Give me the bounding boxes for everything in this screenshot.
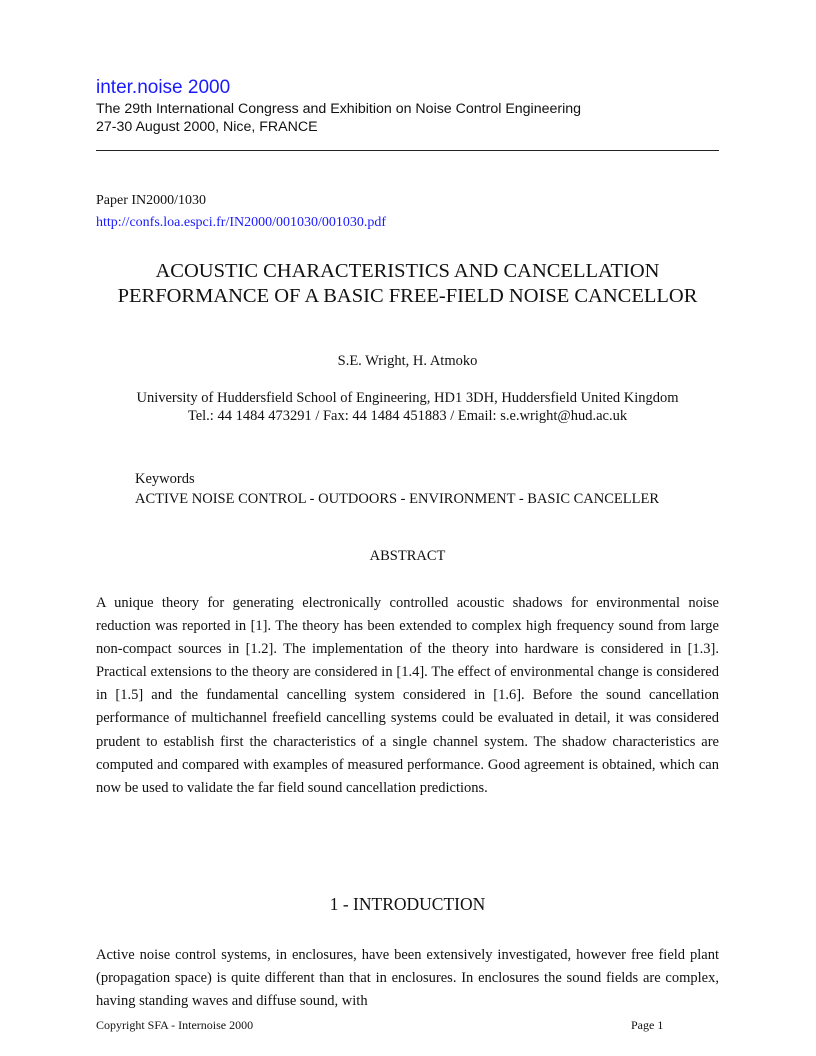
paper-title: ACOUSTIC CHARACTERISTICS AND CANCELLATION PERFORMANCE OF A BASIC FREE-FIELD NOISE CANCELLOR (117, 260, 698, 307)
footer-page-number: Page 1 (631, 1018, 664, 1032)
conference-date-location: 27-30 August 2000, Nice, FRANCE (96, 119, 318, 135)
introduction-heading: 1 - INTRODUCTION (329, 894, 486, 914)
paper-id: Paper IN2000/1030 (96, 193, 207, 208)
conference-subtitle: The 29th International Congress and Exhibition on Noise Control Engineering (96, 101, 582, 117)
footer-copyright: Copyright SFA - Internoise 2000 (96, 1018, 254, 1032)
header-divider (96, 150, 719, 151)
conference-name: inter.noise 2000 (96, 77, 231, 98)
paper-url-link[interactable]: http://confs.loa.espci.fr/IN2000/001030/001030.pdf (96, 215, 387, 230)
abstract-heading: ABSTRACT (369, 548, 446, 564)
keywords-label: Keywords (135, 471, 195, 487)
keywords-text: ACTIVE NOISE CONTROL - OUTDOORS - ENVIRONMENT - BASIC CANCELLER (135, 491, 659, 507)
authors: S.E. Wright, H. Atmoko (337, 353, 478, 369)
affiliation-block (116, 389, 699, 425)
affiliation-contact: Tel.: 44 1484 473291 / Fax: 44 1484 451883 / Email: s.e.wright@hud.ac.uk (187, 408, 628, 424)
affiliation-institution: University of Huddersfield School of Engineering, HD1 3DH, Huddersfield United Kingdom (136, 390, 679, 406)
abstract-body: A unique theory for generating electronically controlled acoustic shadows for environmental noise reduction was reported in [1]. The theory has been extended to complex high frequency sound from large non-compact sources in [1.2]. The implementation of the theory into hardware is considered in [1.3]. Practical extensions to the theory are considered in [1.4]. The effect of environmental change is considered in [1.5] and the fundamental cancelling system considered in [1.6]. Before the sound cancellation performance of multichannel freefield cancelling systems could be evaluated in detail, it was considered prudent to establish first the characteristics of a single channel system. The shadow characteristics are computed and compared with examples of measured performance. Good agreement is obtained, which can now be used to validate the far field sound cancellation predictions. (96, 595, 719, 796)
introduction-body: Active noise control systems, in enclosures, have been extensively investigated, however free field plant (propagation space) is quite different than that in enclosures. In enclosures the sound fields are complex, having standing waves and diffuse sound, with (96, 947, 719, 1010)
